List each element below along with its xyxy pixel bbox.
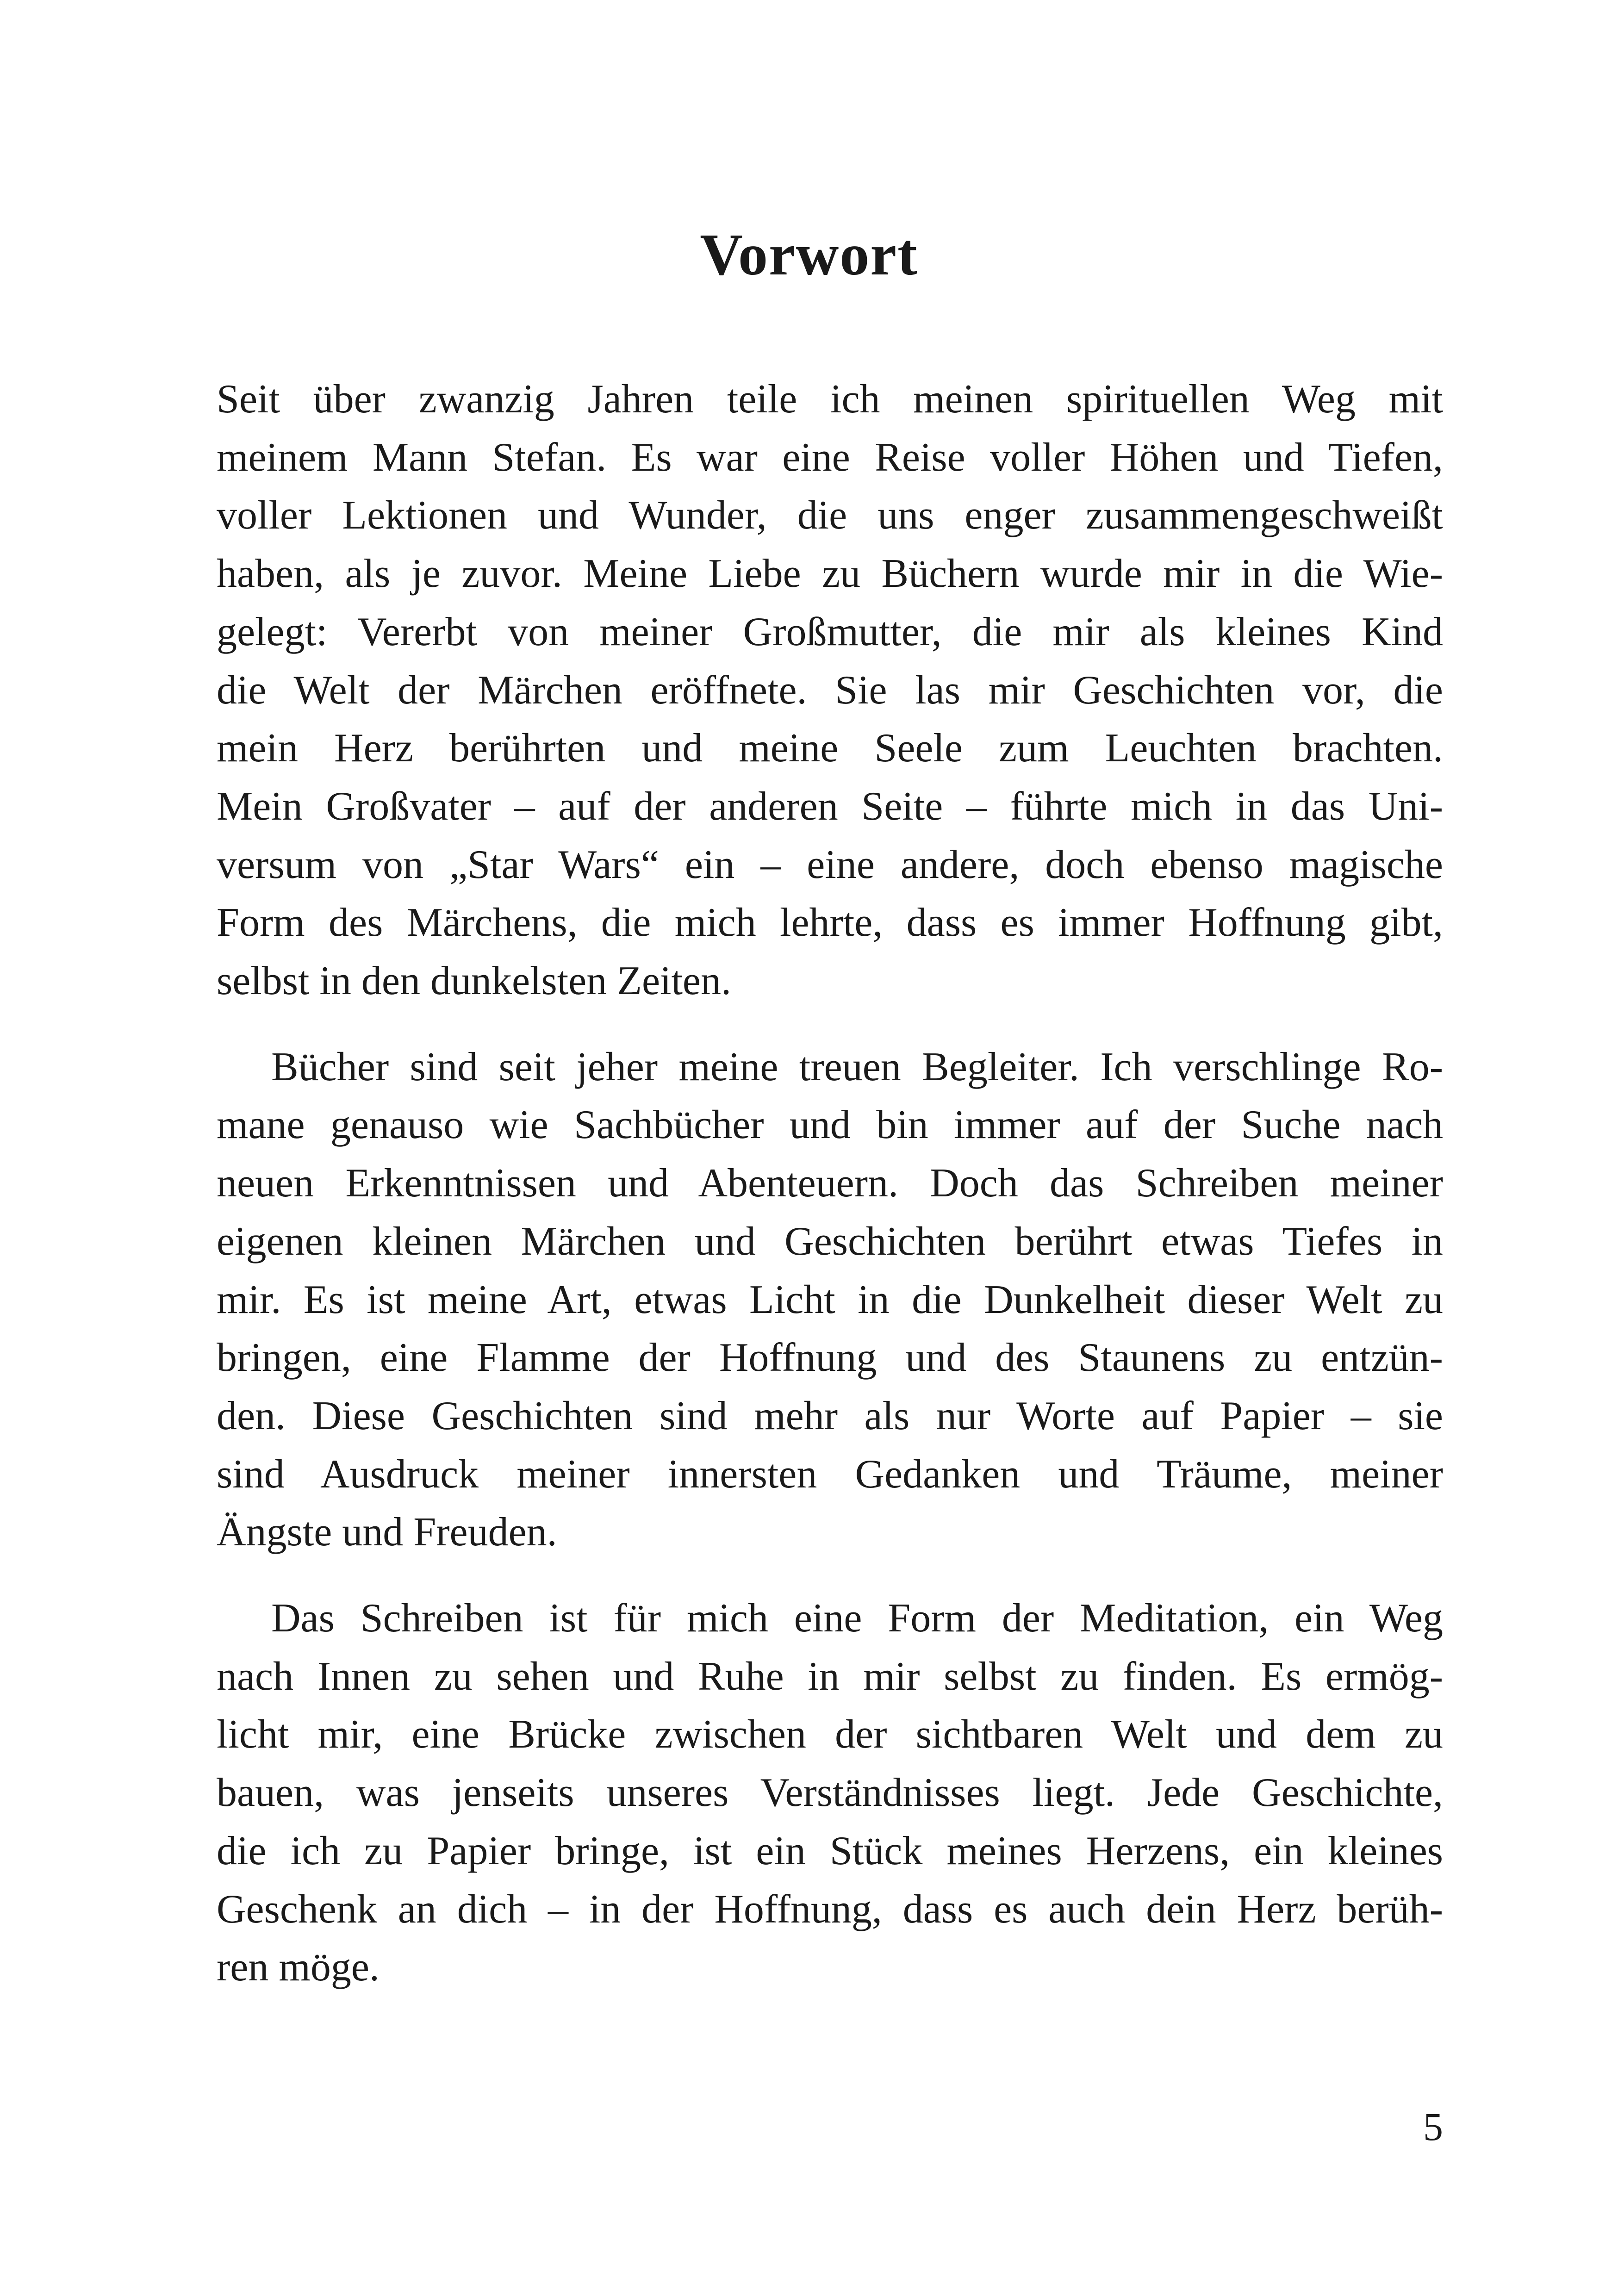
text-line: mane genauso wie Sachbücher und bin immer auf der Suche nach (217, 1102, 1443, 1148)
text-line: neuen Erkenntnissen und Abenteuern. Doch das Schreiben meiner (217, 1161, 1443, 1206)
text-line: Ängste und Freuden. (217, 1510, 557, 1555)
text-line: nach Innen zu sehen und Ruhe in mir selbst zu finden. Es ermög- (217, 1654, 1443, 1699)
paragraph-3 (217, 1589, 1443, 1997)
text-line: licht mir, eine Brücke zwischen der sichtbaren Welt und dem zu (217, 1712, 1443, 1757)
paragraph-1 (217, 370, 1443, 1010)
text-line: selbst in den dunkelsten Zeiten. (217, 958, 731, 1004)
text-line: Das Schreiben ist für mich eine Form der Meditation, ein Weg (271, 1596, 1443, 1641)
text-line: voller Lektionen und Wunder, die uns enger zusammengeschweißt (217, 493, 1443, 538)
text-line: mein Herz berührten und meine Seele zum Leuchten brachten. (217, 726, 1443, 771)
text-line: die ich zu Papier bringe, ist ein Stück meines Herzens, ein kleines (217, 1828, 1443, 1873)
text-line: den. Diese Geschichten sind mehr als nur Worte auf Papier – sie (217, 1393, 1443, 1438)
text-line: haben, als je zuvor. Meine Liebe zu Büchern wurde mir in die Wie- (217, 551, 1443, 597)
text-line: Seit über zwanzig Jahren teile ich meinen spirituellen Weg mit (217, 377, 1443, 422)
text-line: bauen, was jenseits unseres Verständnisses liegt. Jede Geschichte, (217, 1770, 1443, 1816)
text-line: Form des Märchens, die mich lehrte, dass es immer Hoffnung gibt, (217, 900, 1443, 946)
text-line: ren möge. (217, 1945, 380, 1990)
page-number: 5 (1423, 2104, 1443, 2149)
text-line: sind Ausdruck meiner innersten Gedanken und Träume, meiner (217, 1451, 1443, 1497)
text-line: versum von „Star Wars“ ein – eine andere, doch ebenso magische (217, 842, 1443, 887)
text-line: die Welt der Märchen eröffnete. Sie las mir Geschichten vor, die (217, 667, 1443, 713)
paragraph-2 (217, 1038, 1443, 1562)
text-line: bringen, eine Flamme der Hoffnung und des Staunens zu entzün- (217, 1335, 1443, 1381)
text-line: Geschenk an dich – in der Hoffnung, dass es auch dein Herz berüh- (217, 1886, 1443, 1932)
body-text (217, 370, 1443, 1997)
text-line: Mein Großvater – auf der anderen Seite – führte mich in das Uni- (217, 784, 1443, 829)
text-line: Bücher sind seit jeher meine treuen Begleiter. Ich verschlinge Ro- (271, 1044, 1443, 1089)
text-line: meinem Mann Stefan. Es war eine Reise voller Höhen und Tiefen, (217, 435, 1443, 480)
text-line: mir. Es ist meine Art, etwas Licht in die Dunkelheit dieser Welt zu (217, 1277, 1443, 1322)
text-line: eigenen kleinen Märchen und Geschichten berührt etwas Tiefes in (217, 1219, 1443, 1264)
chapter-title: Vorwort (700, 222, 918, 287)
text-line: gelegt: Vererbt von meiner Großmutter, die mir als kleines Kind (217, 609, 1443, 654)
